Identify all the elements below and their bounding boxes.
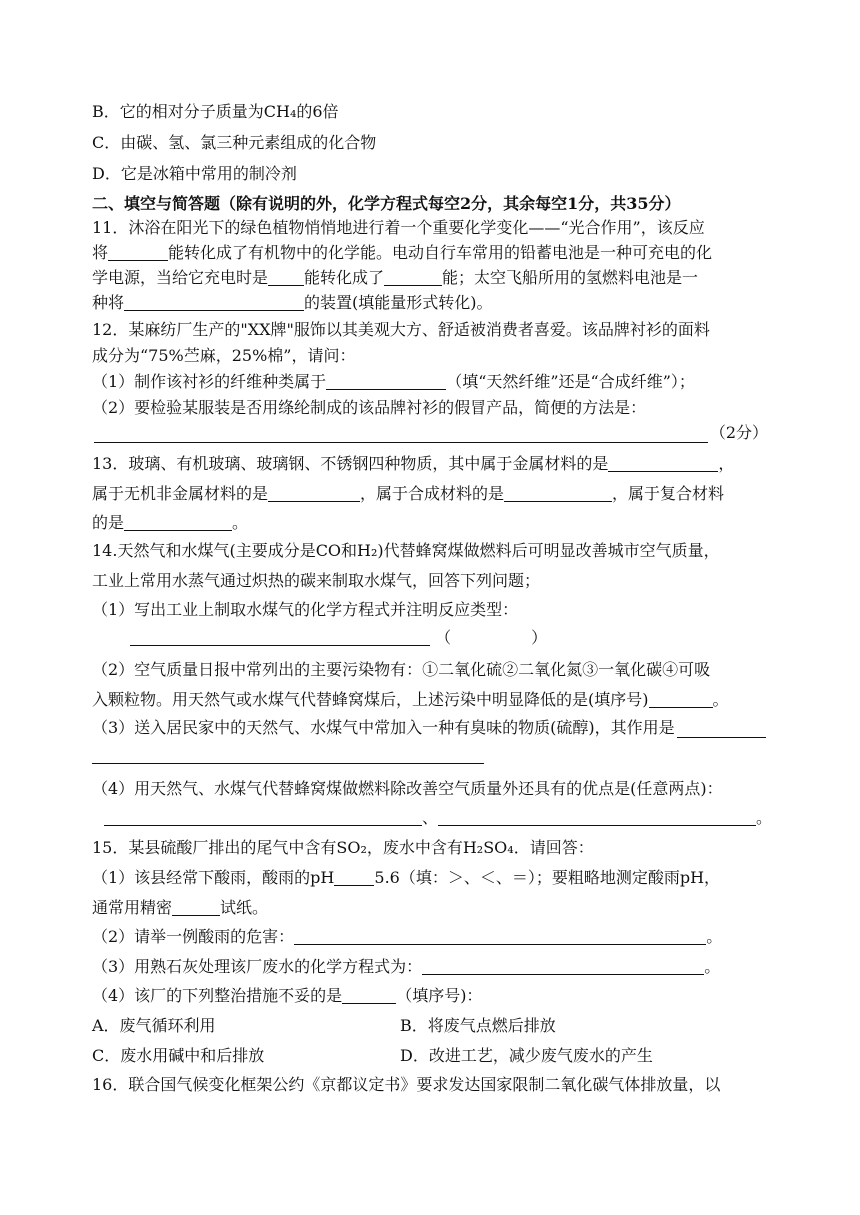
answer-blank[interactable] [334,869,374,886]
q14-part1: （1）写出工业上制取水煤气的化学方程式并注明反应类型： [92,600,519,619]
option-b: B．它的相对分子质量为CH₄的6倍 [92,102,339,121]
q11-text: 种将 [92,293,125,312]
option-d: D．它是冰箱中常用的制冷剂 [92,164,297,183]
q11-text: 将 [92,243,109,262]
q14-part2-line1: （2）空气质量日报中常列出的主要污染物有：①二氧化硫②二氧化氮③一氧化碳④可吸 [92,660,711,679]
q15-text: 试纸。 [220,898,269,917]
q15-text: 通常用精密 [92,898,173,917]
answer-blank[interactable] [108,244,168,261]
q13-text: ， [718,454,735,473]
answer-blank[interactable] [422,958,704,975]
answer-blank[interactable] [649,691,713,708]
q14-part3-line2 [92,746,768,766]
q11-text: 能转化成了 [304,268,385,287]
q13-text: ，属于合成材料的是 [360,484,505,503]
q14-text: 。 [712,690,729,709]
answer-blank[interactable] [124,294,304,311]
q11-text: 的装置(填能量形式转化)。 [304,293,493,312]
q14-part4-line2 [104,808,773,828]
q12-text: （填“天然纤维”还是“合成纤维”）； [446,372,695,391]
paren-open: （ [435,628,452,647]
answer-blank[interactable] [172,899,220,916]
q13-text: 属于无机非金属材料的是 [92,484,269,503]
answer-blank[interactable] [438,809,756,826]
q12-answer-line [92,423,768,443]
q11-text: 能转化成了有机物中的化学能。电动自行车常用的铅蓄电池是一种可充电的化 [168,243,713,262]
q15-options-row1 [92,1016,768,1036]
q11-text: 学电源，当给它充电时是 [92,268,269,287]
q15-text: （4）该厂的下列整治措施不妥的是 [92,986,343,1005]
answer-blank[interactable] [677,720,766,738]
q12-line4: （2）要检验某服装是否用绦纶制成的该品牌衬衫的假冒产品，简便的方法是： [92,398,647,417]
q12-score: （2分） [709,423,768,442]
q11-line3 [92,268,768,288]
q14-end: 。 [756,808,773,827]
option-a[interactable]: A．废气循环利用 [92,1016,216,1035]
option-b[interactable]: B．将废气点燃后排放 [400,1016,556,1035]
q15-part1-line1 [92,868,768,888]
q13-line3 [92,513,768,533]
answer-blank[interactable] [268,269,304,286]
option-c[interactable]: C．废水用碱中和后排放 [92,1046,265,1065]
q11-line1: 11．沐浴在阳光下的绿色植物悄悄地进行着一个重要化学变化——“光合作用”，该反应 [92,218,705,237]
option-c: C．由碳、氢、氯三种元素组成的化合物 [92,133,377,152]
q15-options-row2 [92,1046,768,1066]
answer-blank[interactable] [608,455,718,472]
q15-text: （2）请举一例酸雨的危害： [92,927,295,946]
q15-text: 。 [704,957,721,976]
q13-line1 [92,454,768,474]
q15-line1: 15．某县硫酸厂排出的尾气中含有SO₂，废水中含有H₂SO₄．请回答： [92,838,594,857]
answer-blank[interactable] [294,928,706,945]
q15-part4 [92,986,768,1006]
q15-part1-line2 [92,898,768,918]
q15-text: （3）用熟石灰处理该厂废水的化学方程式为： [92,957,423,976]
q16-line1: 16．联合国气候变化框架公约《京都议定书》要求发达国家限制二氧化碳气体排放量，以 [92,1075,721,1094]
q11-line2 [92,243,768,263]
q13-text: 。 [232,513,249,532]
answer-blank[interactable] [268,485,360,502]
answer-blank[interactable] [104,809,422,826]
q12-line2: 成分为“75%苎麻，25%棉”，请问： [92,346,356,365]
option-d[interactable]: D．改进工艺，减少废气废水的产生 [400,1046,653,1065]
answer-blank[interactable] [94,425,708,443]
q11-line4 [92,293,768,313]
q14-text: （3）送入居民家中的天然气、水煤气中常加入一种有臭味的物质(硫醇)，其作用是 [92,718,675,737]
q12-line1: 12．某麻纺厂生产的"XX牌"服饰以其美观大方、舒适被消费者喜爱。该品牌衬衫的面料 [92,320,710,339]
section-heading: 二、填空与简答题（除有说明的外，化学方程式每空2分，其余每空1分，共35分） [92,194,681,213]
q14-text: 入颗粒物。用天然气或水煤气代替蜂窝煤后，上述污染中明显降低的是(填序号) [92,690,649,709]
q15-text: （填序号)： [396,986,483,1005]
paren-close: ） [531,628,548,647]
answer-blank[interactable] [342,987,396,1004]
q15-text: （1）该县经常下酸雨，酸雨的pH [92,868,335,887]
answer-blank[interactable] [92,747,484,764]
answer-blank[interactable] [384,269,442,286]
q15-text: 5.6（填：＞、＜、＝）；要粗略地测定酸雨pH， [374,868,721,887]
q15-text: 。 [706,927,723,946]
q14-part2-line2 [92,690,768,710]
q14-line1: 14.天然气和水煤气(主要成分是CO和H₂)代替蜂窝煤做燃料后可明显改善城市空气质量， [92,541,720,560]
q15-part3 [92,957,768,977]
answer-blank[interactable] [326,373,446,390]
q14-equation-line [130,628,768,648]
q14-part4-line1: （4）用天然气、水煤气代替蜂窝煤做燃料除改善空气质量外还具有的优点是(任意两点)： [92,779,723,798]
q14-part3-line1 [92,718,768,738]
q14-sep: 、 [422,808,439,827]
q13-line2 [92,484,768,504]
q13-text: ，属于复合材料 [612,484,725,503]
answer-blank[interactable] [130,629,430,646]
answer-blank[interactable] [124,514,232,531]
q15-part2 [92,927,768,947]
q13-text: 13．玻璃、有机玻璃、玻璃钢、不锈钢四种物质，其中属于金属材料的是 [92,454,609,473]
q14-line2: 工业上常用水蒸气通过炽热的碳来制取水煤气，回答下列问题； [92,571,541,590]
q12-text: （1）制作该衬衫的纤维种类属于 [92,372,327,391]
q13-text: 的是 [92,513,125,532]
q11-text: 能；太空飞船所用的氢燃料电池是一 [442,268,699,287]
q12-line3 [92,372,768,392]
answer-blank[interactable] [504,485,612,502]
